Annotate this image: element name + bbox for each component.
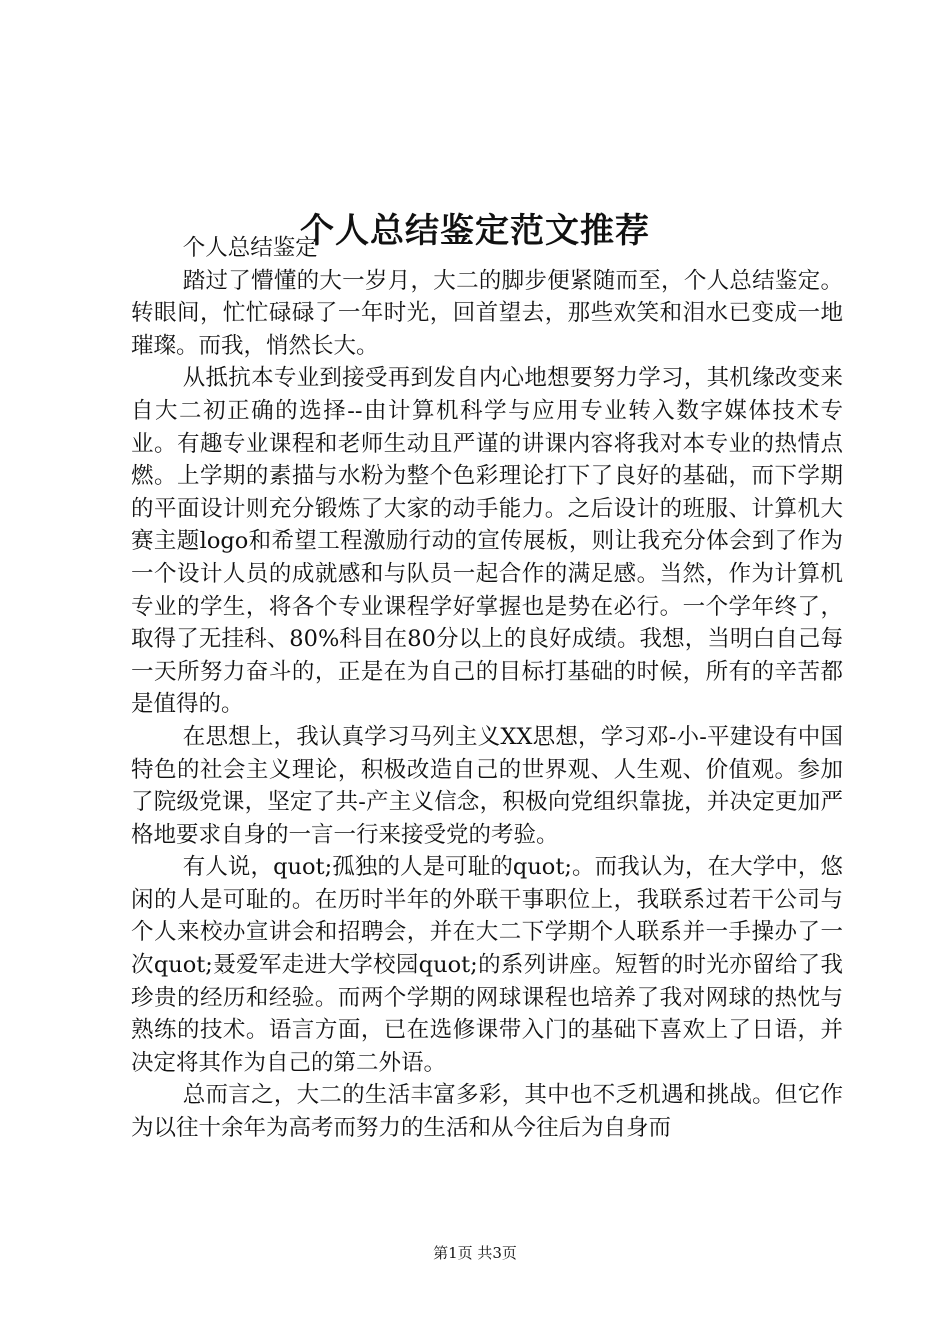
paragraph: 在思想上，我认真学习马列主义XX思想，学习邓-小-平建设有中国特色的社会主义理论，积极改造自己的世界观、人生观、价值观。参加了院级党课，坚定了共-产主义信念，积极向党组织靠拢，并决定更加严格地要求自身的一言一行来接受党的考验。 <box>131 723 843 848</box>
document-title: 个人总结鉴定范文推荐 <box>300 210 650 251</box>
page-footer: 第1页 共3页 <box>433 1244 517 1262</box>
paragraph: 有人说，quot;孤独的人是可耻的quot;。而我认为，在大学中，悠闲的人是可耻的。在历时半年的外联干事职位上，我联系过若干公司与个人来校办宣讲会和招聘会，并在大二下学期个人联系并一手操办了一次quot;聂爱军走进大学校园quot;的系列讲座。短暂的时光亦留给了我珍贵的经历和经验。而两个学期的网球课程也培养了我对网球的热忱与熟练的技术。语言方面，已在选修课带入门的基础下喜欢上了日语，并决定将其作为自己的第二外语。 <box>131 854 843 1076</box>
paragraph: 踏过了懵懂的大一岁月，大二的脚步便紧随而至，个人总结鉴定。转眼间，忙忙碌碌了一年时光，回首望去，那些欢笑和泪水已变成一地璀璨。而我，悄然长大。 <box>131 267 843 359</box>
document-body <box>131 232 843 1145</box>
paragraph: 总而言之，大二的生活丰富多彩，其中也不乏机遇和挑战。但它作为以往十余年为高考而努力的生活和从今往后为自身而 <box>131 1082 843 1142</box>
paragraph-subtitle: 个人总结鉴定 <box>182 235 318 261</box>
paragraph: 从抵抗本专业到接受再到发自内心地想要努力学习，其机缘改变来自大二初正确的选择--由计算机科学与应用专业转入数字媒体技术专业。有趣专业课程和老师生动且严谨的讲课内容将我对本专业的热情点燃。上学期的素描与水粉为整个色彩理论打下了良好的基础，而下学期的平面设计则充分锻炼了大家的动手能力。之后设计的班服、计算机大赛主题logo和希望工程激励行动的宣传展板，则让我充分体会到了作为一个设计人员的成就感和与队员一起合作的满足感。当然，作为计算机专业的学生，将各个专业课程学好掌握也是势在必行。一个学年终了，取得了无挂科、80%科目在80分以上的良好成绩。我想，当明白自己每一天所努力奋斗的，正是在为自己的目标打基础的时候，所有的辛苦都是值得的。 <box>131 365 843 718</box>
